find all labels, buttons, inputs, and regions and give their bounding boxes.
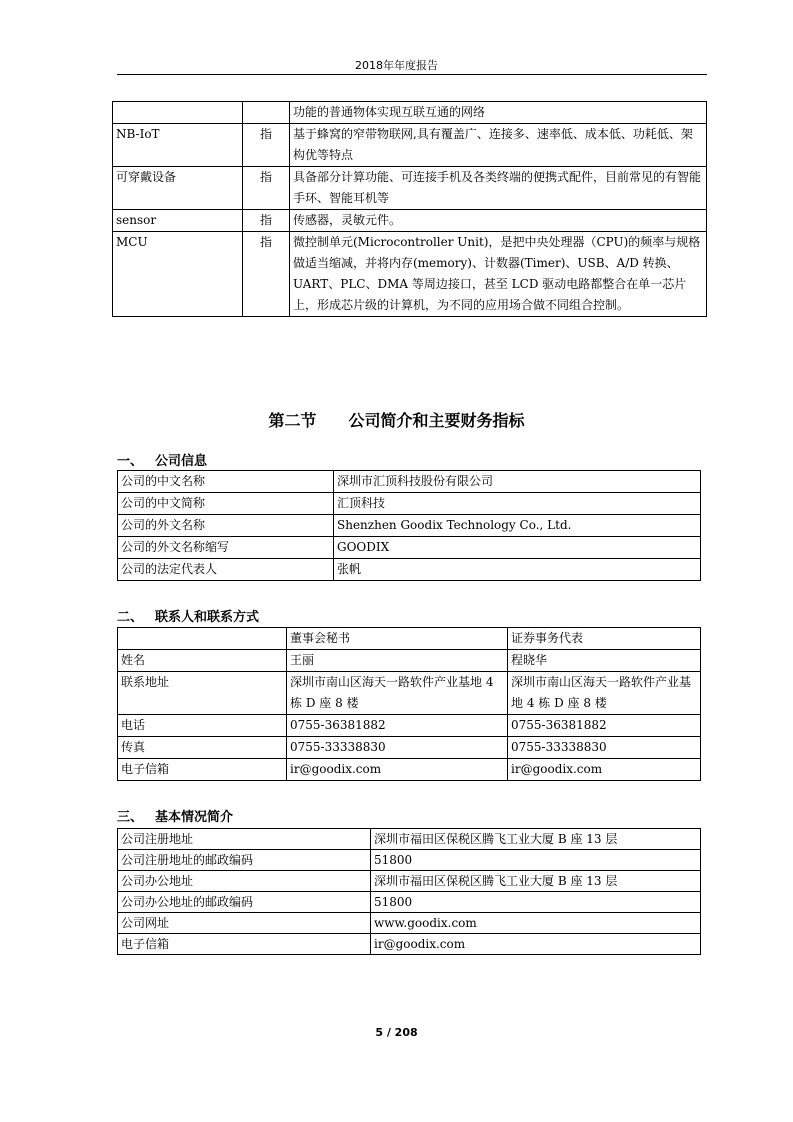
info-label: 公司的中文名称 xyxy=(118,471,334,493)
email-link[interactable]: ir@goodix.com xyxy=(371,934,701,955)
secretary-value: 深圳市南山区海天一路软件产业基地 4 栋 D 座 8 楼 xyxy=(287,672,508,715)
representative-value: 深圳市南山区海天一路软件产业基地 4 栋 D 座 8 楼 xyxy=(508,672,701,715)
column-header: 董事会秘书 xyxy=(287,628,508,650)
table-row xyxy=(118,559,701,581)
table-row xyxy=(118,737,701,759)
table-row xyxy=(113,210,707,232)
column-header xyxy=(118,628,287,650)
header-rule xyxy=(117,74,707,75)
heading-text: 公司信息 xyxy=(155,454,208,469)
contact-label: 传真 xyxy=(118,737,287,759)
basic-label: 电子信箱 xyxy=(118,934,371,955)
table-row xyxy=(113,232,707,317)
info-value: 汇顶科技 xyxy=(334,493,701,515)
table-row xyxy=(118,672,701,715)
basic-value: 51800 xyxy=(371,892,701,913)
basic-label: 公司注册地址的邮政编码 xyxy=(118,850,371,871)
glossary-term: 可穿戴设备 xyxy=(113,167,243,210)
company-info-heading xyxy=(117,450,207,469)
glossary-term: MCU xyxy=(113,232,243,317)
heading-number: 三、 xyxy=(117,810,144,825)
glossary-table xyxy=(112,101,707,317)
glossary-mark xyxy=(243,102,290,124)
basic-label: 公司网址 xyxy=(118,913,371,934)
heading-text: 联系人和联系方式 xyxy=(155,610,260,625)
representative-value: 0755-36381882 xyxy=(508,715,701,737)
secretary-value: 王丽 xyxy=(287,650,508,672)
contact-label: 姓名 xyxy=(118,650,287,672)
company-info-table xyxy=(117,470,701,581)
basic-value: 深圳市福田区保税区腾飞工业大厦 B 座 13 层 xyxy=(371,829,701,850)
secretary-value: 0755-33338830 xyxy=(287,737,508,759)
contact-table xyxy=(117,627,701,781)
table-row xyxy=(118,913,701,934)
representative-value: 0755-33338830 xyxy=(508,737,701,759)
glossary-mark: 指 xyxy=(243,232,290,317)
info-value: GOODIX xyxy=(334,537,701,559)
glossary-term xyxy=(113,102,243,124)
basic-label: 公司办公地址的邮政编码 xyxy=(118,892,371,913)
contact-label: 联系地址 xyxy=(118,672,287,715)
info-label: 公司的法定代表人 xyxy=(118,559,334,581)
basic-value: 51800 xyxy=(371,850,701,871)
heading-number: 一、 xyxy=(117,454,144,469)
secretary-email-link[interactable]: ir@goodix.com xyxy=(287,759,508,781)
table-row xyxy=(113,124,707,167)
page-number: 5 / 208 xyxy=(375,1026,418,1039)
table-row xyxy=(118,537,701,559)
info-label: 公司的外文名称 xyxy=(118,515,334,537)
glossary-definition: 微控制单元(Microcontroller Unit)，是把中央处理器（CPU)的频率与规格做适当缩减，并将内存(memory)、计数器(Timer)、USB、A/D 转换、UART、PLC、DMA 等周边接口，甚至 LCD 驱动电路都整合在单一芯片上，形成芯片级的计算机，为不同的应用场合做不同组合控制。 xyxy=(290,232,707,317)
secretary-value: 0755-36381882 xyxy=(287,715,508,737)
basic-info-heading xyxy=(117,806,233,825)
contact-label: 电话 xyxy=(118,715,287,737)
table-row xyxy=(118,850,701,871)
report-header: 2018年年度报告 xyxy=(355,59,438,72)
representative-value: 程晓华 xyxy=(508,650,701,672)
info-label: 公司的中文简称 xyxy=(118,493,334,515)
table-row xyxy=(118,493,701,515)
table-row xyxy=(118,934,701,955)
glossary-mark: 指 xyxy=(243,124,290,167)
website-link[interactable]: www.goodix.com xyxy=(371,913,701,934)
contact-heading xyxy=(117,606,259,625)
column-header: 证券事务代表 xyxy=(508,628,701,650)
info-label: 公司的外文名称缩写 xyxy=(118,537,334,559)
table-header-row xyxy=(118,628,701,650)
section-title: 第二节 公司简介和主要财务指标 xyxy=(268,411,525,430)
glossary-mark: 指 xyxy=(243,167,290,210)
info-value: 张帆 xyxy=(334,559,701,581)
info-value: Shenzhen Goodix Technology Co., Ltd. xyxy=(334,515,701,537)
table-row xyxy=(118,892,701,913)
table-row xyxy=(118,829,701,850)
glossary-definition: 基于蜂窝的窄带物联网,具有覆盖广、连接多、速率低、成本低、功耗低、架构优等特点 xyxy=(290,124,707,167)
representative-email-link[interactable]: ir@goodix.com xyxy=(508,759,701,781)
table-row xyxy=(118,715,701,737)
glossary-definition: 具备部分计算功能、可连接手机及各类终端的便携式配件，目前常见的有智能手环、智能耳机等 xyxy=(290,167,707,210)
table-row xyxy=(118,515,701,537)
info-value: 深圳市汇顶科技股份有限公司 xyxy=(334,471,701,493)
table-row xyxy=(118,759,701,781)
heading-text: 基本情况简介 xyxy=(155,810,234,825)
glossary-definition: 传感器，灵敏元件。 xyxy=(290,210,707,232)
basic-info-table xyxy=(117,828,701,955)
heading-number: 二、 xyxy=(117,610,144,625)
glossary-definition: 功能的普通物体实现互联互通的网络 xyxy=(290,102,707,124)
table-row xyxy=(113,102,707,124)
basic-value: 深圳市福田区保税区腾飞工业大厦 B 座 13 层 xyxy=(371,871,701,892)
table-row xyxy=(113,167,707,210)
table-row xyxy=(118,471,701,493)
table-row xyxy=(118,871,701,892)
basic-label: 公司办公地址 xyxy=(118,871,371,892)
contact-label: 电子信箱 xyxy=(118,759,287,781)
table-row xyxy=(118,650,701,672)
basic-label: 公司注册地址 xyxy=(118,829,371,850)
glossary-term: sensor xyxy=(113,210,243,232)
glossary-term: NB-IoT xyxy=(113,124,243,167)
glossary-mark: 指 xyxy=(243,210,290,232)
